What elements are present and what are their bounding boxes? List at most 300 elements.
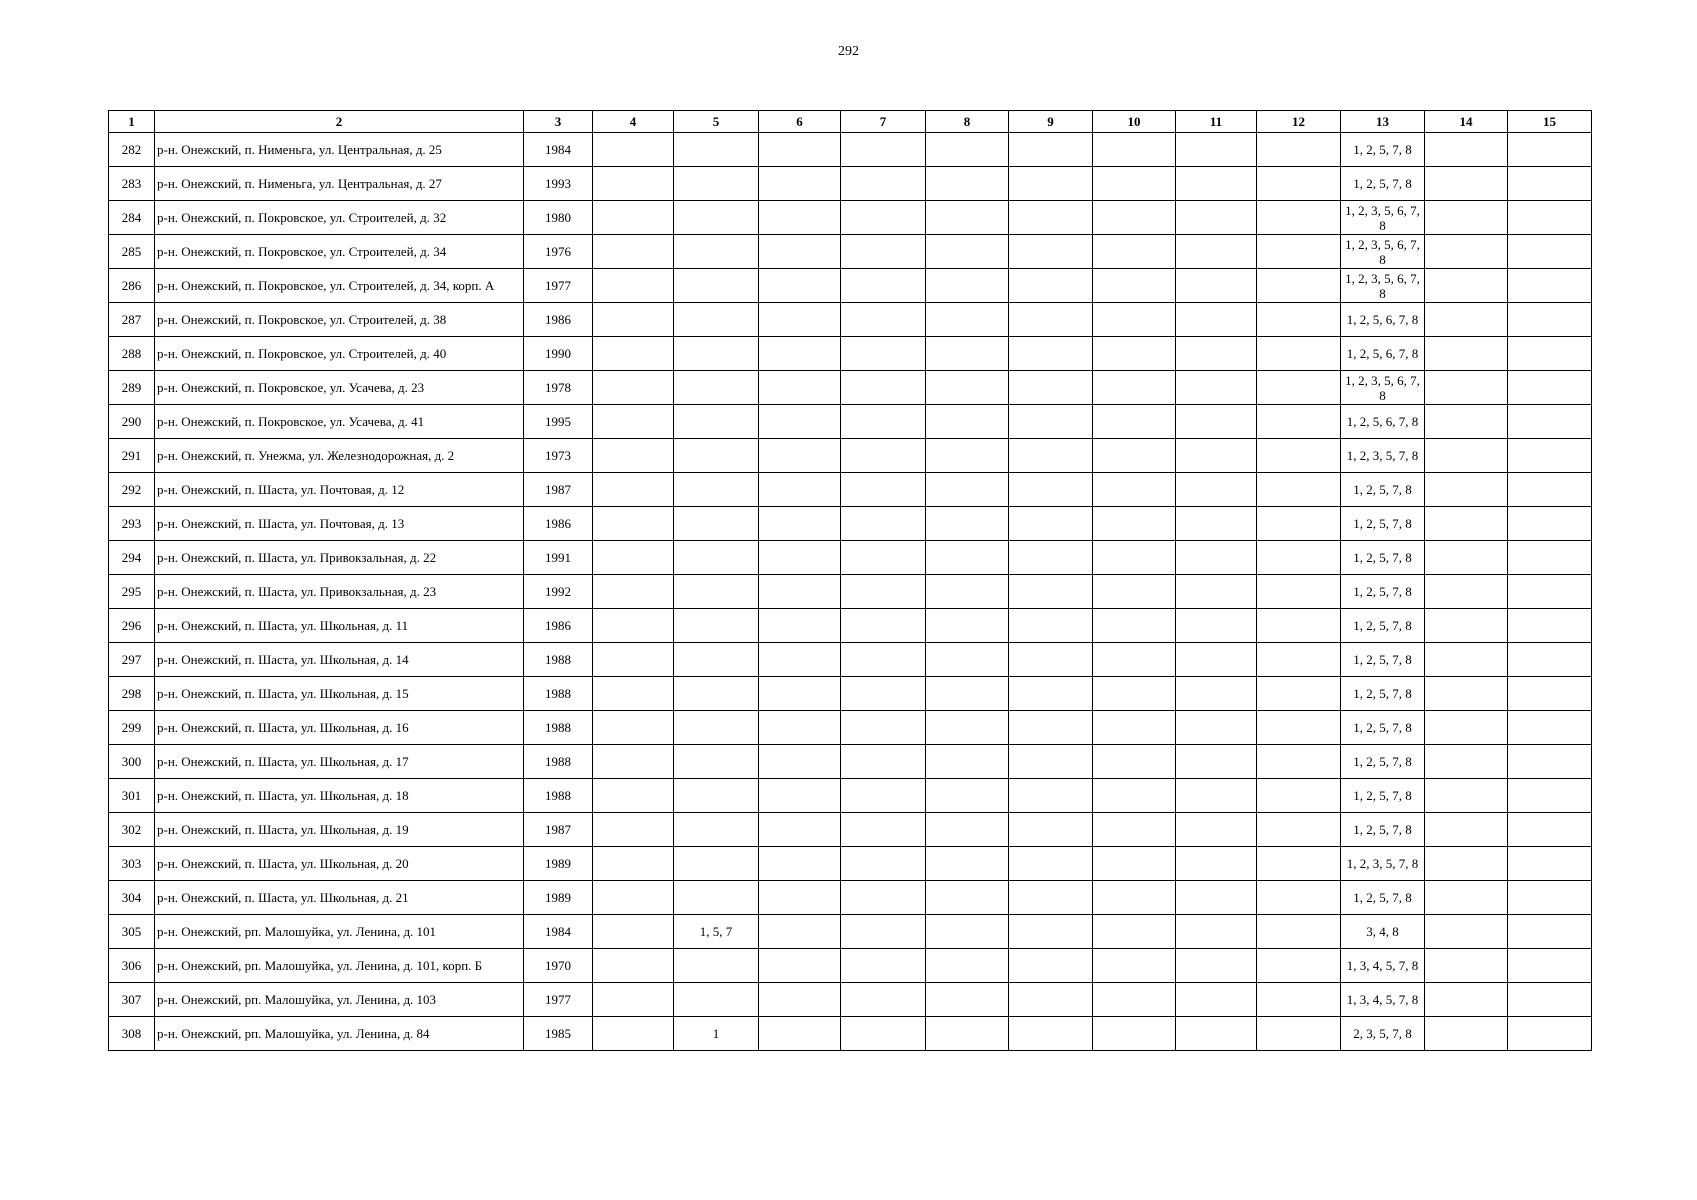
empty-cell bbox=[1257, 303, 1341, 337]
column-header-13: 13 bbox=[1341, 111, 1425, 133]
empty-cell bbox=[1508, 473, 1592, 507]
column-header-7: 7 bbox=[841, 111, 926, 133]
empty-cell bbox=[1009, 779, 1093, 813]
empty-cell bbox=[1257, 405, 1341, 439]
empty-cell bbox=[1425, 269, 1508, 303]
empty-cell bbox=[593, 711, 674, 745]
year-cell: 1990 bbox=[524, 337, 593, 371]
column-5-cell bbox=[674, 711, 759, 745]
empty-cell bbox=[1176, 439, 1257, 473]
empty-cell bbox=[1508, 1017, 1592, 1051]
empty-cell bbox=[1093, 235, 1176, 269]
row-number-cell: 286 bbox=[109, 269, 155, 303]
empty-cell bbox=[841, 711, 926, 745]
column-header-8: 8 bbox=[926, 111, 1009, 133]
empty-cell bbox=[841, 201, 926, 235]
column-5-cell bbox=[674, 983, 759, 1017]
empty-cell bbox=[926, 643, 1009, 677]
empty-cell bbox=[1009, 439, 1093, 473]
year-cell: 1988 bbox=[524, 711, 593, 745]
table-row bbox=[109, 677, 1592, 711]
year-cell: 1970 bbox=[524, 949, 593, 983]
empty-cell bbox=[1257, 745, 1341, 779]
empty-cell bbox=[926, 133, 1009, 167]
empty-cell bbox=[1009, 269, 1093, 303]
empty-cell bbox=[593, 983, 674, 1017]
column-13-cell: 1, 2, 5, 7, 8 bbox=[1341, 677, 1425, 711]
empty-cell bbox=[1093, 983, 1176, 1017]
empty-cell bbox=[593, 133, 674, 167]
empty-cell bbox=[1257, 643, 1341, 677]
column-header-4: 4 bbox=[593, 111, 674, 133]
empty-cell bbox=[1009, 643, 1093, 677]
column-13-cell: 1, 2, 5, 7, 8 bbox=[1341, 881, 1425, 915]
empty-cell bbox=[1176, 167, 1257, 201]
empty-cell bbox=[1508, 983, 1592, 1017]
empty-cell bbox=[759, 779, 841, 813]
address-cell: р-н. Онежский, п. Нименьга, ул. Центральная, д. 27 bbox=[155, 167, 524, 201]
empty-cell bbox=[759, 745, 841, 779]
year-cell: 1993 bbox=[524, 167, 593, 201]
column-13-cell: 1, 2, 5, 6, 7, 8 bbox=[1341, 303, 1425, 337]
row-number-cell: 284 bbox=[109, 201, 155, 235]
empty-cell bbox=[1425, 133, 1508, 167]
empty-cell bbox=[1257, 541, 1341, 575]
empty-cell bbox=[1093, 813, 1176, 847]
column-13-cell: 3, 4, 8 bbox=[1341, 915, 1425, 949]
empty-cell bbox=[1257, 337, 1341, 371]
row-number-cell: 295 bbox=[109, 575, 155, 609]
address-cell: р-н. Онежский, рп. Малошуйка, ул. Ленина, д. 101, корп. Б bbox=[155, 949, 524, 983]
empty-cell bbox=[1508, 711, 1592, 745]
empty-cell bbox=[1176, 133, 1257, 167]
empty-cell bbox=[926, 201, 1009, 235]
empty-cell bbox=[841, 643, 926, 677]
column-header-1: 1 bbox=[109, 111, 155, 133]
empty-cell bbox=[1425, 439, 1508, 473]
column-13-cell: 1, 2, 3, 5, 6, 7, 8 bbox=[1341, 201, 1425, 235]
address-cell: р-н. Онежский, п. Шаста, ул. Почтовая, д. 13 bbox=[155, 507, 524, 541]
empty-cell bbox=[1093, 711, 1176, 745]
empty-cell bbox=[1425, 201, 1508, 235]
empty-cell bbox=[841, 575, 926, 609]
year-cell: 1986 bbox=[524, 303, 593, 337]
empty-cell bbox=[1009, 677, 1093, 711]
empty-cell bbox=[1257, 167, 1341, 201]
empty-cell bbox=[1508, 643, 1592, 677]
empty-cell bbox=[1508, 337, 1592, 371]
empty-cell bbox=[759, 337, 841, 371]
empty-cell bbox=[1257, 609, 1341, 643]
empty-cell bbox=[593, 541, 674, 575]
empty-cell bbox=[759, 133, 841, 167]
column-13-cell: 1, 2, 5, 7, 8 bbox=[1341, 541, 1425, 575]
empty-cell bbox=[1093, 201, 1176, 235]
empty-cell bbox=[1425, 779, 1508, 813]
empty-cell bbox=[759, 609, 841, 643]
row-number-cell: 305 bbox=[109, 915, 155, 949]
empty-cell bbox=[926, 1017, 1009, 1051]
empty-cell bbox=[1009, 915, 1093, 949]
year-cell: 1977 bbox=[524, 269, 593, 303]
empty-cell bbox=[1176, 269, 1257, 303]
row-number-cell: 297 bbox=[109, 643, 155, 677]
empty-cell bbox=[1009, 201, 1093, 235]
empty-cell bbox=[1176, 473, 1257, 507]
address-cell: р-н. Онежский, п. Нименьга, ул. Центральная, д. 25 bbox=[155, 133, 524, 167]
column-13-cell: 1, 2, 5, 7, 8 bbox=[1341, 609, 1425, 643]
empty-cell bbox=[1425, 575, 1508, 609]
row-number-cell: 291 bbox=[109, 439, 155, 473]
table-row bbox=[109, 201, 1592, 235]
empty-cell bbox=[593, 575, 674, 609]
empty-cell bbox=[1176, 405, 1257, 439]
empty-cell bbox=[759, 541, 841, 575]
empty-cell bbox=[1176, 711, 1257, 745]
empty-cell bbox=[1093, 303, 1176, 337]
address-cell: р-н. Онежский, п. Унежма, ул. Железнодорожная, д. 2 bbox=[155, 439, 524, 473]
empty-cell bbox=[1425, 643, 1508, 677]
address-cell: р-н. Онежский, п. Шаста, ул. Школьная, д. 19 bbox=[155, 813, 524, 847]
column-13-cell: 1, 2, 5, 7, 8 bbox=[1341, 133, 1425, 167]
empty-cell bbox=[841, 915, 926, 949]
column-5-cell bbox=[674, 371, 759, 405]
table-row bbox=[109, 439, 1592, 473]
table-row bbox=[109, 303, 1592, 337]
column-5-cell bbox=[674, 303, 759, 337]
empty-cell bbox=[1093, 881, 1176, 915]
table-row bbox=[109, 541, 1592, 575]
year-cell: 1980 bbox=[524, 201, 593, 235]
empty-cell bbox=[1093, 541, 1176, 575]
empty-cell bbox=[1425, 915, 1508, 949]
address-cell: р-н. Онежский, п. Шаста, ул. Почтовая, д. 12 bbox=[155, 473, 524, 507]
empty-cell bbox=[1257, 779, 1341, 813]
empty-cell bbox=[759, 1017, 841, 1051]
empty-cell bbox=[1093, 575, 1176, 609]
address-cell: р-н. Онежский, п. Покровское, ул. Усачева, д. 41 bbox=[155, 405, 524, 439]
empty-cell bbox=[759, 949, 841, 983]
address-cell: р-н. Онежский, п. Покровское, ул. Строителей, д. 40 bbox=[155, 337, 524, 371]
row-number-cell: 302 bbox=[109, 813, 155, 847]
empty-cell bbox=[1009, 745, 1093, 779]
empty-cell bbox=[1508, 677, 1592, 711]
empty-cell bbox=[841, 609, 926, 643]
empty-cell bbox=[593, 269, 674, 303]
year-cell: 1988 bbox=[524, 779, 593, 813]
table-row bbox=[109, 575, 1592, 609]
empty-cell bbox=[1508, 405, 1592, 439]
empty-cell bbox=[1093, 507, 1176, 541]
year-cell: 1992 bbox=[524, 575, 593, 609]
year-cell: 1988 bbox=[524, 677, 593, 711]
empty-cell bbox=[593, 881, 674, 915]
row-number-cell: 290 bbox=[109, 405, 155, 439]
empty-cell bbox=[759, 881, 841, 915]
empty-cell bbox=[926, 507, 1009, 541]
empty-cell bbox=[926, 609, 1009, 643]
empty-cell bbox=[1425, 167, 1508, 201]
empty-cell bbox=[926, 711, 1009, 745]
header-row bbox=[109, 111, 1592, 133]
empty-cell bbox=[1176, 337, 1257, 371]
year-cell: 1977 bbox=[524, 983, 593, 1017]
column-header-14: 14 bbox=[1425, 111, 1508, 133]
table-row bbox=[109, 847, 1592, 881]
column-5-cell bbox=[674, 881, 759, 915]
empty-cell bbox=[1176, 779, 1257, 813]
address-cell: р-н. Онежский, рп. Малошуйка, ул. Ленина, д. 84 bbox=[155, 1017, 524, 1051]
empty-cell bbox=[1176, 303, 1257, 337]
column-13-cell: 1, 2, 3, 5, 7, 8 bbox=[1341, 847, 1425, 881]
empty-cell bbox=[1009, 711, 1093, 745]
empty-cell bbox=[593, 507, 674, 541]
empty-cell bbox=[1009, 1017, 1093, 1051]
empty-cell bbox=[926, 813, 1009, 847]
empty-cell bbox=[1009, 337, 1093, 371]
empty-cell bbox=[593, 337, 674, 371]
empty-cell bbox=[1508, 201, 1592, 235]
empty-cell bbox=[1093, 405, 1176, 439]
year-cell: 1989 bbox=[524, 847, 593, 881]
row-number-cell: 299 bbox=[109, 711, 155, 745]
column-13-cell: 1, 2, 3, 5, 6, 7, 8 bbox=[1341, 235, 1425, 269]
empty-cell bbox=[926, 847, 1009, 881]
column-13-cell: 1, 3, 4, 5, 7, 8 bbox=[1341, 949, 1425, 983]
empty-cell bbox=[593, 1017, 674, 1051]
year-cell: 1984 bbox=[524, 133, 593, 167]
empty-cell bbox=[593, 371, 674, 405]
empty-cell bbox=[1508, 575, 1592, 609]
empty-cell bbox=[593, 439, 674, 473]
year-cell: 1986 bbox=[524, 609, 593, 643]
empty-cell bbox=[1425, 711, 1508, 745]
year-cell: 1989 bbox=[524, 881, 593, 915]
address-cell: р-н. Онежский, п. Покровское, ул. Строителей, д. 38 bbox=[155, 303, 524, 337]
column-13-cell: 1, 2, 3, 5, 7, 8 bbox=[1341, 439, 1425, 473]
empty-cell bbox=[841, 235, 926, 269]
empty-cell bbox=[593, 745, 674, 779]
address-cell: р-н. Онежский, рп. Малошуйка, ул. Ленина, д. 103 bbox=[155, 983, 524, 1017]
empty-cell bbox=[1508, 541, 1592, 575]
column-13-cell: 1, 2, 3, 5, 6, 7, 8 bbox=[1341, 269, 1425, 303]
address-cell: р-н. Онежский, п. Шаста, ул. Школьная, д. 18 bbox=[155, 779, 524, 813]
empty-cell bbox=[1009, 167, 1093, 201]
empty-cell bbox=[1093, 847, 1176, 881]
empty-cell bbox=[593, 779, 674, 813]
column-header-12: 12 bbox=[1257, 111, 1341, 133]
table-row bbox=[109, 813, 1592, 847]
address-cell: р-н. Онежский, п. Шаста, ул. Школьная, д. 14 bbox=[155, 643, 524, 677]
row-number-cell: 301 bbox=[109, 779, 155, 813]
housing-registry-table bbox=[108, 110, 1592, 1051]
empty-cell bbox=[926, 473, 1009, 507]
address-cell: р-н. Онежский, п. Шаста, ул. Школьная, д. 16 bbox=[155, 711, 524, 745]
column-13-cell: 1, 2, 5, 6, 7, 8 bbox=[1341, 337, 1425, 371]
empty-cell bbox=[1425, 473, 1508, 507]
empty-cell bbox=[1176, 983, 1257, 1017]
empty-cell bbox=[759, 677, 841, 711]
year-cell: 1987 bbox=[524, 473, 593, 507]
empty-cell bbox=[759, 201, 841, 235]
empty-cell bbox=[1009, 575, 1093, 609]
empty-cell bbox=[1425, 405, 1508, 439]
row-number-cell: 298 bbox=[109, 677, 155, 711]
empty-cell bbox=[1508, 167, 1592, 201]
empty-cell bbox=[1093, 915, 1176, 949]
empty-cell bbox=[841, 371, 926, 405]
empty-cell bbox=[1425, 881, 1508, 915]
empty-cell bbox=[1009, 473, 1093, 507]
empty-cell bbox=[1257, 201, 1341, 235]
empty-cell bbox=[841, 133, 926, 167]
year-cell: 1986 bbox=[524, 507, 593, 541]
empty-cell bbox=[593, 643, 674, 677]
table-row bbox=[109, 133, 1592, 167]
empty-cell bbox=[1508, 813, 1592, 847]
empty-cell bbox=[1093, 1017, 1176, 1051]
empty-cell bbox=[1009, 235, 1093, 269]
column-13-cell: 1, 2, 5, 7, 8 bbox=[1341, 473, 1425, 507]
column-13-cell: 1, 2, 5, 7, 8 bbox=[1341, 745, 1425, 779]
empty-cell bbox=[1257, 507, 1341, 541]
empty-cell bbox=[1009, 507, 1093, 541]
empty-cell bbox=[759, 371, 841, 405]
empty-cell bbox=[1093, 643, 1176, 677]
empty-cell bbox=[593, 813, 674, 847]
table-row bbox=[109, 507, 1592, 541]
empty-cell bbox=[1093, 473, 1176, 507]
empty-cell bbox=[1257, 847, 1341, 881]
year-cell: 1978 bbox=[524, 371, 593, 405]
year-cell: 1995 bbox=[524, 405, 593, 439]
row-number-cell: 292 bbox=[109, 473, 155, 507]
empty-cell bbox=[759, 711, 841, 745]
row-number-cell: 285 bbox=[109, 235, 155, 269]
address-cell: р-н. Онежский, п. Покровское, ул. Строителей, д. 34, корп. А bbox=[155, 269, 524, 303]
column-13-cell: 1, 2, 5, 6, 7, 8 bbox=[1341, 405, 1425, 439]
row-number-cell: 287 bbox=[109, 303, 155, 337]
empty-cell bbox=[1257, 711, 1341, 745]
column-5-cell bbox=[674, 269, 759, 303]
column-5-cell bbox=[674, 167, 759, 201]
empty-cell bbox=[1009, 405, 1093, 439]
empty-cell bbox=[1176, 915, 1257, 949]
empty-cell bbox=[1425, 235, 1508, 269]
column-13-cell: 1, 2, 5, 7, 8 bbox=[1341, 575, 1425, 609]
empty-cell bbox=[593, 915, 674, 949]
empty-cell bbox=[841, 813, 926, 847]
empty-cell bbox=[841, 507, 926, 541]
empty-cell bbox=[1093, 269, 1176, 303]
row-number-cell: 293 bbox=[109, 507, 155, 541]
column-5-cell bbox=[674, 541, 759, 575]
empty-cell bbox=[1257, 133, 1341, 167]
empty-cell bbox=[1009, 949, 1093, 983]
row-number-cell: 308 bbox=[109, 1017, 155, 1051]
empty-cell bbox=[1257, 575, 1341, 609]
empty-cell bbox=[841, 881, 926, 915]
empty-cell bbox=[841, 779, 926, 813]
empty-cell bbox=[1257, 439, 1341, 473]
empty-cell bbox=[759, 235, 841, 269]
table-row bbox=[109, 269, 1592, 303]
table-row bbox=[109, 881, 1592, 915]
row-number-cell: 289 bbox=[109, 371, 155, 405]
empty-cell bbox=[926, 337, 1009, 371]
empty-cell bbox=[1009, 541, 1093, 575]
empty-cell bbox=[759, 915, 841, 949]
year-cell: 1985 bbox=[524, 1017, 593, 1051]
empty-cell bbox=[926, 303, 1009, 337]
empty-cell bbox=[1425, 813, 1508, 847]
empty-cell bbox=[1425, 609, 1508, 643]
empty-cell bbox=[841, 269, 926, 303]
table-row bbox=[109, 405, 1592, 439]
row-number-cell: 307 bbox=[109, 983, 155, 1017]
empty-cell bbox=[1257, 371, 1341, 405]
empty-cell bbox=[1176, 575, 1257, 609]
empty-cell bbox=[759, 439, 841, 473]
empty-cell bbox=[1176, 609, 1257, 643]
empty-cell bbox=[1009, 881, 1093, 915]
empty-cell bbox=[1508, 507, 1592, 541]
empty-cell bbox=[841, 405, 926, 439]
empty-cell bbox=[1508, 609, 1592, 643]
column-5-cell bbox=[674, 609, 759, 643]
year-cell: 1984 bbox=[524, 915, 593, 949]
empty-cell bbox=[1176, 371, 1257, 405]
empty-cell bbox=[1176, 949, 1257, 983]
empty-cell bbox=[926, 405, 1009, 439]
year-cell: 1988 bbox=[524, 745, 593, 779]
column-13-cell: 1, 2, 3, 5, 6, 7, 8 bbox=[1341, 371, 1425, 405]
empty-cell bbox=[1176, 677, 1257, 711]
table-row bbox=[109, 711, 1592, 745]
column-5-cell bbox=[674, 575, 759, 609]
empty-cell bbox=[1508, 133, 1592, 167]
empty-cell bbox=[926, 269, 1009, 303]
table-row bbox=[109, 779, 1592, 813]
table-row bbox=[109, 235, 1592, 269]
empty-cell bbox=[593, 847, 674, 881]
empty-cell bbox=[926, 439, 1009, 473]
row-number-cell: 283 bbox=[109, 167, 155, 201]
empty-cell bbox=[841, 473, 926, 507]
empty-cell bbox=[1257, 813, 1341, 847]
empty-cell bbox=[926, 881, 1009, 915]
row-number-cell: 300 bbox=[109, 745, 155, 779]
row-number-cell: 296 bbox=[109, 609, 155, 643]
empty-cell bbox=[926, 167, 1009, 201]
column-5-cell bbox=[674, 473, 759, 507]
column-5-cell bbox=[674, 677, 759, 711]
empty-cell bbox=[841, 847, 926, 881]
column-5-cell bbox=[674, 235, 759, 269]
empty-cell bbox=[1425, 303, 1508, 337]
empty-cell bbox=[1009, 847, 1093, 881]
row-number-cell: 304 bbox=[109, 881, 155, 915]
empty-cell bbox=[926, 677, 1009, 711]
column-13-cell: 1, 2, 5, 7, 8 bbox=[1341, 507, 1425, 541]
year-cell: 1988 bbox=[524, 643, 593, 677]
table-row bbox=[109, 643, 1592, 677]
empty-cell bbox=[1257, 949, 1341, 983]
empty-cell bbox=[593, 167, 674, 201]
empty-cell bbox=[926, 541, 1009, 575]
table-row bbox=[109, 609, 1592, 643]
column-5-cell bbox=[674, 337, 759, 371]
